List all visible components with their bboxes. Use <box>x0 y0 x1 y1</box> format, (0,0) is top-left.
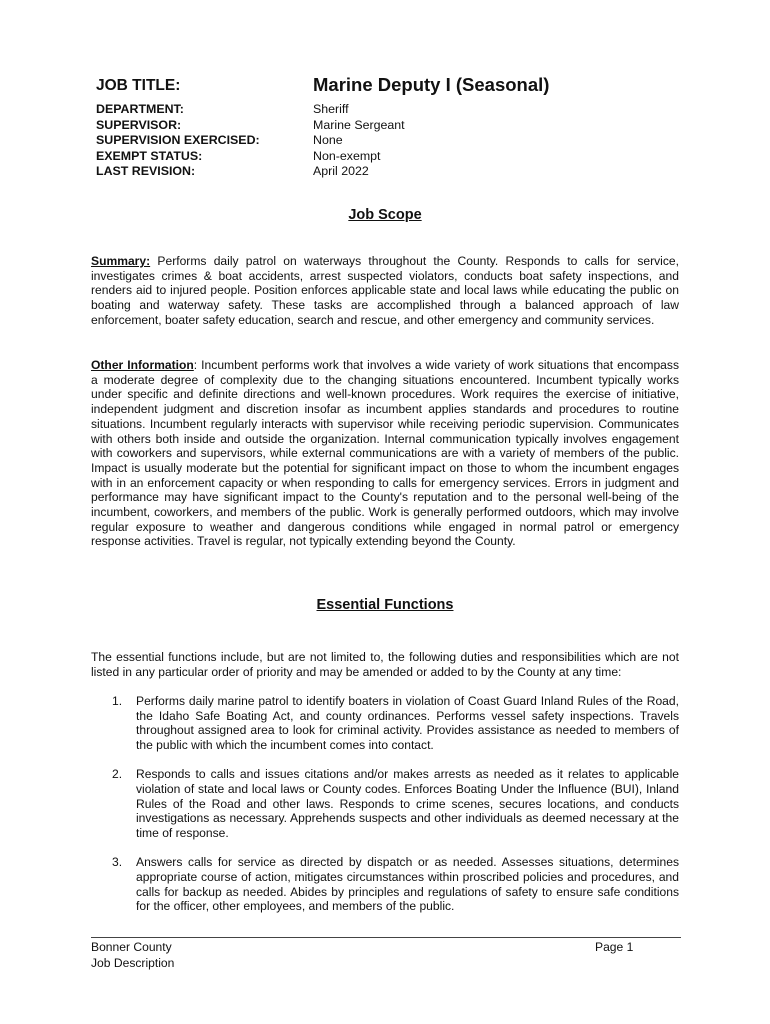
essential-functions-heading: Essential Functions <box>316 597 454 613</box>
department-value: Sheriff <box>313 102 349 116</box>
other-information-label: Other Information <box>91 358 194 372</box>
essential-functions-list <box>91 694 679 929</box>
other-information-text: : Incumbent performs work that involves a wide variety of work situations that encompass a moderate degree of complexity due to the changing situations encountered. Incumbent typically works under specific and definite directions and well-known procedures. Work requires the exercise of initiative, independent judgment and discretion insofar as incumbent applies standards and procedures to routine situations. Incumbent regularly interacts with supervisor while receiving periodic supervision. Communicates with others both inside and outside the organization. Internal communication typically involves engagement with coworkers and supervisors, while external communications are with a variety of members of the public. Impact is usually moderate but the potential for significant impact on those to whom the incumbent engages with in an enforcement capacity or when responding to calls for emergency services. Errors in judgment and performance may have significant impact to the County's reputation and to the personal well-being of the incumbent, coworkers, and members of the public. Work is generally performed outdoors, which may involve regular exposure to weather and dangerous conditions while engaged in normal patrol or emergency response activities. Travel is regular, not typically extending beyond the County. <box>91 358 679 549</box>
list-item-number: 2. <box>112 767 123 782</box>
summary-text: Performs daily patrol on waterways throughout the County. Responds to calls for service, investigates crimes & boat accidents, arrest suspected violators, conducts boat safety inspections, and renders aid to injured people. Position enforces applicable state and local laws while educating the public on boating and waterway safety. These tasks are accomplished through a balanced approach of law enforcement, boater safety education, search and rescue, and other emergency and community services. <box>91 254 679 327</box>
footer-doc-type: Job Description <box>91 955 175 970</box>
supervision-exercised-value: None <box>313 133 343 147</box>
job-scope-heading: Job Scope <box>348 207 422 223</box>
footer-page-number: Page 1 <box>595 940 634 954</box>
list-item-text: Answers calls for service as directed by dispatch or as needed. Assesses situations, determines appropriate course of action, mitigates circumstances within proscribed policies and procedures, and calls for backup as needed. Abides by principles and regulations of safety to ensure safe conditions for the officer, other employees, and members of the public. <box>136 855 679 914</box>
list-item-number: 3. <box>112 855 123 870</box>
list-item <box>91 767 679 841</box>
supervisor-value: Marine Sergeant <box>313 117 405 132</box>
list-item-text: Performs daily marine patrol to identify boaters in violation of Coast Guard Inland Rules of the Road, the Idaho Safe Boating Act, and county ordinances. Performs vessel safety inspections. Travels throughout assigned area to look for criminal activity. Provides assistance as needed to members of the public with which the incumbent comes into contact. <box>136 694 679 753</box>
summary-label: Summary: <box>91 254 151 268</box>
list-item <box>91 855 679 914</box>
footer-divider <box>91 937 681 938</box>
footer-left <box>91 940 174 971</box>
job-title-value: Marine Deputy I (Seasonal) <box>313 74 550 95</box>
list-item-number: 1. <box>112 694 123 708</box>
supervision-exercised-label: SUPERVISION EXERCISED: <box>96 133 260 147</box>
job-title-label: JOB TITLE: <box>96 77 181 94</box>
exempt-status-label: EXEMPT STATUS: <box>96 148 203 163</box>
supervisor-label: SUPERVISOR: <box>96 117 182 132</box>
exempt-status-value: Non-exempt <box>313 148 381 163</box>
list-item <box>91 694 679 753</box>
department-label: DEPARTMENT: <box>96 102 184 116</box>
summary-paragraph <box>91 254 679 328</box>
essential-functions-intro: The essential functions include, but are not limited to, the following duties and responsibilities which are not listed in any particular order of priority and may be amended or added to by the County at any time: <box>91 650 679 679</box>
list-item-text: Responds to calls and issues citations and/or makes arrests as needed as it relates to applicable violation of state and local laws or County codes. Enforces Boating Under the Influence (BUI), Inland Rules of the Road and other laws. Responds to crime scenes, secures locations, and conducts investigations as necessary. Apprehends suspects and other individuals as deemed necessary at the time of response. <box>136 767 679 841</box>
footer-org: Bonner County <box>91 940 172 954</box>
last-revision-label: LAST REVISION: <box>96 164 196 178</box>
other-information-paragraph <box>91 358 679 549</box>
last-revision-value: April 2022 <box>313 164 369 178</box>
